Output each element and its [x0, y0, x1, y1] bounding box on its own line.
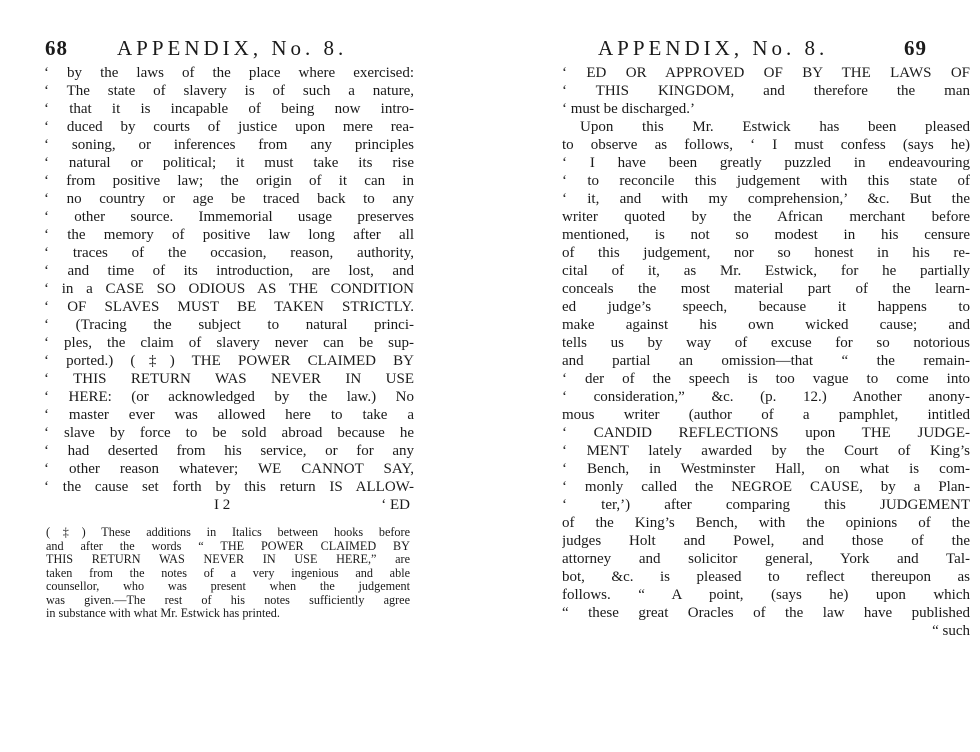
text-line: (‡) These additions in Italics between hooks before — [46, 526, 410, 539]
text-line: ‘ ported.) (‡) THE POWER CLAIMED BY — [44, 353, 414, 369]
text-line: ‘ der of the speech is too vague to come into — [562, 371, 970, 387]
text-line: conceals the most material part of the learn- — [562, 281, 970, 297]
text-line: taken from the notes of a very ingenious and able — [46, 566, 410, 580]
text-line: writer quoted by the African merchant before — [562, 209, 970, 225]
text-line: ‘ ples, the claim of slavery never can be sup- — [44, 335, 414, 351]
left-page-number: 68 — [45, 36, 68, 60]
text-line: judges Holt and Powel, and those of the — [562, 533, 970, 549]
text-line: ‘ Bench, in Westminster Hall, on what is com- — [562, 461, 970, 477]
text-line: ‘ to reconcile this judgement with this state of — [562, 173, 970, 189]
catchword: “ such — [932, 623, 970, 639]
text-line: ‘ ED OR APPROVED OF BY THE LAWS OF — [562, 65, 970, 81]
text-line: bot, &c. is pleased to reflect thereupon as — [562, 569, 970, 585]
text-line: of this judgement, nor so honest in his re- — [562, 245, 970, 261]
text-line: ‘ ter,’) after comparing this JUDGEMENT — [562, 497, 970, 513]
text-line: counsellor, who was present when the judgement — [46, 580, 410, 593]
right-body-text — [562, 64, 970, 640]
text-line: ‘ I have been greatly puzzled in endeavouring — [562, 155, 970, 171]
text-line: ‘ The state of slavery is of such a nature, — [44, 83, 414, 99]
text-line: ‘ from positive law; the origin of it can in — [44, 173, 414, 189]
text-line: ‘ in a CASE SO ODIOUS AS THE CONDITION — [44, 281, 414, 297]
text-line: ‘ the cause set forth by this return IS ALLOW- — [44, 479, 414, 495]
text-line: THIS RETURN WAS NEVER IN USE HERE,” are — [46, 553, 410, 566]
text-line: ‘ MENT lately awarded by the Court of King’s — [562, 443, 970, 459]
text-line: ‘ soning, or inferences from any principles — [44, 137, 414, 153]
text-line: make against his own wicked cause; and — [562, 317, 970, 333]
text-line: ‘ THIS RETURN WAS NEVER IN USE — [44, 371, 414, 387]
text-line: attorney and solicitor general, York and Tal- — [562, 551, 970, 567]
text-line: ‘ OF SLAVES MUST BE TAKEN STRICTLY. — [44, 299, 414, 315]
left-footnote — [46, 526, 410, 621]
text-line: mentioned, is not so modest in his censure — [562, 227, 970, 243]
text-line: ‘ monly called the NEGROE CAUSE, by a Plan- — [562, 479, 970, 495]
text-line: ‘ (Tracing the subject to natural princi- — [44, 317, 414, 333]
text-line: ‘ HERE: (or acknowledged by the law.) No — [44, 389, 414, 405]
text-line: ‘ by the laws of the place where exercised: — [44, 65, 414, 81]
text-line: ‘ duced by courts of justice upon mere rea- — [44, 119, 414, 135]
text-line: to observe as follows, ‘ I must confess (says he) — [562, 137, 970, 153]
right-page-number: 69 — [904, 36, 927, 60]
left-running-title: APPENDIX, No. 8. — [117, 36, 348, 60]
text-line: mous writer (author of a pamphlet, intitled — [562, 407, 970, 423]
catchword: ‘ ED — [381, 497, 410, 513]
text-line: follows. “ A point, (says he) upon which — [562, 587, 970, 603]
text-line: ‘ consideration,” &c. (p. 12.) Another anony- — [562, 389, 970, 405]
text-line: ‘ THIS KINGDOM, and therefore the man — [562, 83, 970, 99]
text-line: ed judge’s speech, because it happens to — [562, 299, 970, 315]
text-line: ‘ must be discharged.’ — [562, 101, 696, 117]
text-line: ‘ had deserted from his service, or for any — [44, 443, 414, 459]
text-line: ‘ and time of its introduction, are lost, and — [44, 263, 414, 279]
text-line: ‘ other source. Immemorial usage preserves — [44, 209, 414, 225]
text-line: ‘ traces of the occasion, reason, authority, — [44, 245, 414, 261]
text-line: and after the words “ THE POWER CLAIMED BY — [46, 539, 410, 553]
text-line: Upon this Mr. Estwick has been pleased — [580, 119, 970, 135]
text-line: of the King’s Bench, with the opinions of the — [562, 515, 970, 531]
text-line: cital of it, as Mr. Estwick, for he partially — [562, 263, 970, 279]
left-body-text — [44, 64, 414, 514]
text-line: tells us by way of excuse for so notorious — [562, 335, 970, 351]
text-line: ‘ no country or age be traced back to any — [44, 191, 414, 207]
text-line: ‘ other reason whatever; WE CANNOT SAY, — [44, 461, 414, 477]
text-line: ‘ the memory of positive law long after all — [44, 227, 414, 243]
text-line: ‘ it, and with my comprehension,’ &c. But the — [562, 191, 970, 207]
text-line: ‘ natural or political; it must take its rise — [44, 155, 414, 171]
text-line: in substance with what Mr. Estwick has printed. — [46, 607, 280, 620]
signature-mark: I 2 — [214, 497, 231, 513]
text-line: and partial an omission—that “ the remain- — [562, 353, 970, 369]
signature-catchword-row — [44, 496, 414, 514]
right-running-title: APPENDIX, No. 8. — [598, 36, 829, 60]
text-line: ‘ CANDID REFLECTIONS upon THE JUDGE- — [562, 425, 970, 441]
text-line: ‘ that it is incapable of being now intro- — [44, 101, 414, 117]
text-line: “ these great Oracles of the law have published — [562, 605, 970, 621]
text-line: ‘ master ever was allowed here to take a — [44, 407, 414, 423]
text-line: was given.—The rest of his notes sufficiently agree — [46, 593, 410, 607]
right-page — [490, 0, 980, 752]
text-line: ‘ slave by force to be sold abroad because he — [44, 425, 414, 441]
